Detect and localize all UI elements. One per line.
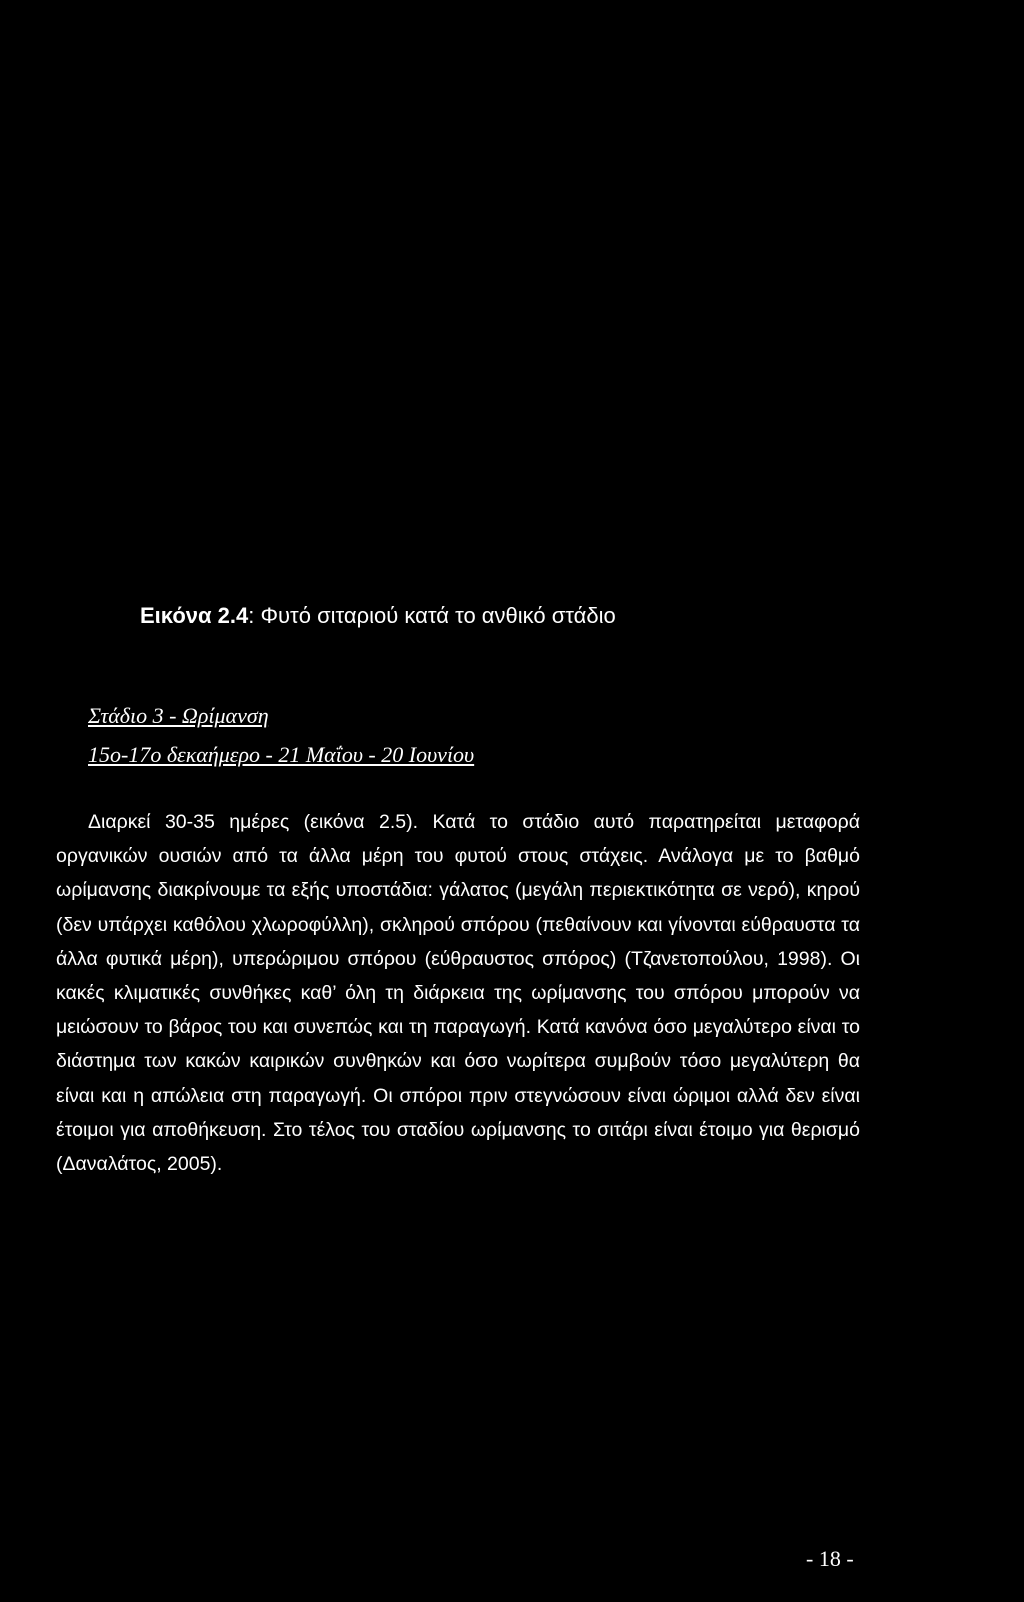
figure-caption-label: Εικόνα 2.4 <box>140 603 249 628</box>
figure-caption <box>140 603 616 629</box>
stage-title: Στάδιο 3 - Ωρίμανση <box>88 703 269 728</box>
figure-caption-text: : Φυτό σιταριού κατά το ανθικό στάδιο <box>248 603 616 628</box>
stage-dates: 15ο-17ο δεκαήμερο - 21 Μαΐου - 20 Ιουνίου <box>88 742 475 767</box>
page-number: - 18 - <box>806 1546 854 1571</box>
body-paragraph: Διαρκεί 30-35 ημέρες (εικόνα 2.5). Κατά το στάδιο αυτό παρατηρείται μεταφορά οργανικών ουσιών από τα άλλα μέρη του φυτού στους στάχεις. Ανάλογα με το βαθμό ωρίμανσης διακρίνουμε τα εξής υποστάδια: γάλατος (μεγάλη περιεκτικότητα σε νερό), κηρού (δεν υπάρχει καθόλου χλωροφύλλη), σκληρού σπόρου (πεθαίνουν και γίνονται εύθραυστα τα άλλα φυτικά μέρη), υπερώριμου σπόρου (εύθραυστος σπόρος) (Τζανετοπούλου, 1998). Οι κακές κλιματικές συνθήκες καθ’ όλη τη διάρκεια της ωρίμανσης του σπόρου μπορούν να μειώσουν το βάρος του και συνεπώς και τη παραγωγή. Κατά κανόνα όσο μεγαλύτερο είναι το διάστημα των κακών καιρικών συνθηκών και όσο νωρίτερα συμβούν τόσο μεγαλύτερη θα είναι και η απώλεια στη παραγωγή. Οι σπόροι πριν στεγνώσουν είναι ώριμοι αλλά δεν είναι έτοιμοι για αποθήκευση. Στο τέλος του σταδίου ωρίμανσης το σιτάρι είναι έτοιμο για θερισμό (Δαναλάτος, 2005). <box>56 811 860 1176</box>
